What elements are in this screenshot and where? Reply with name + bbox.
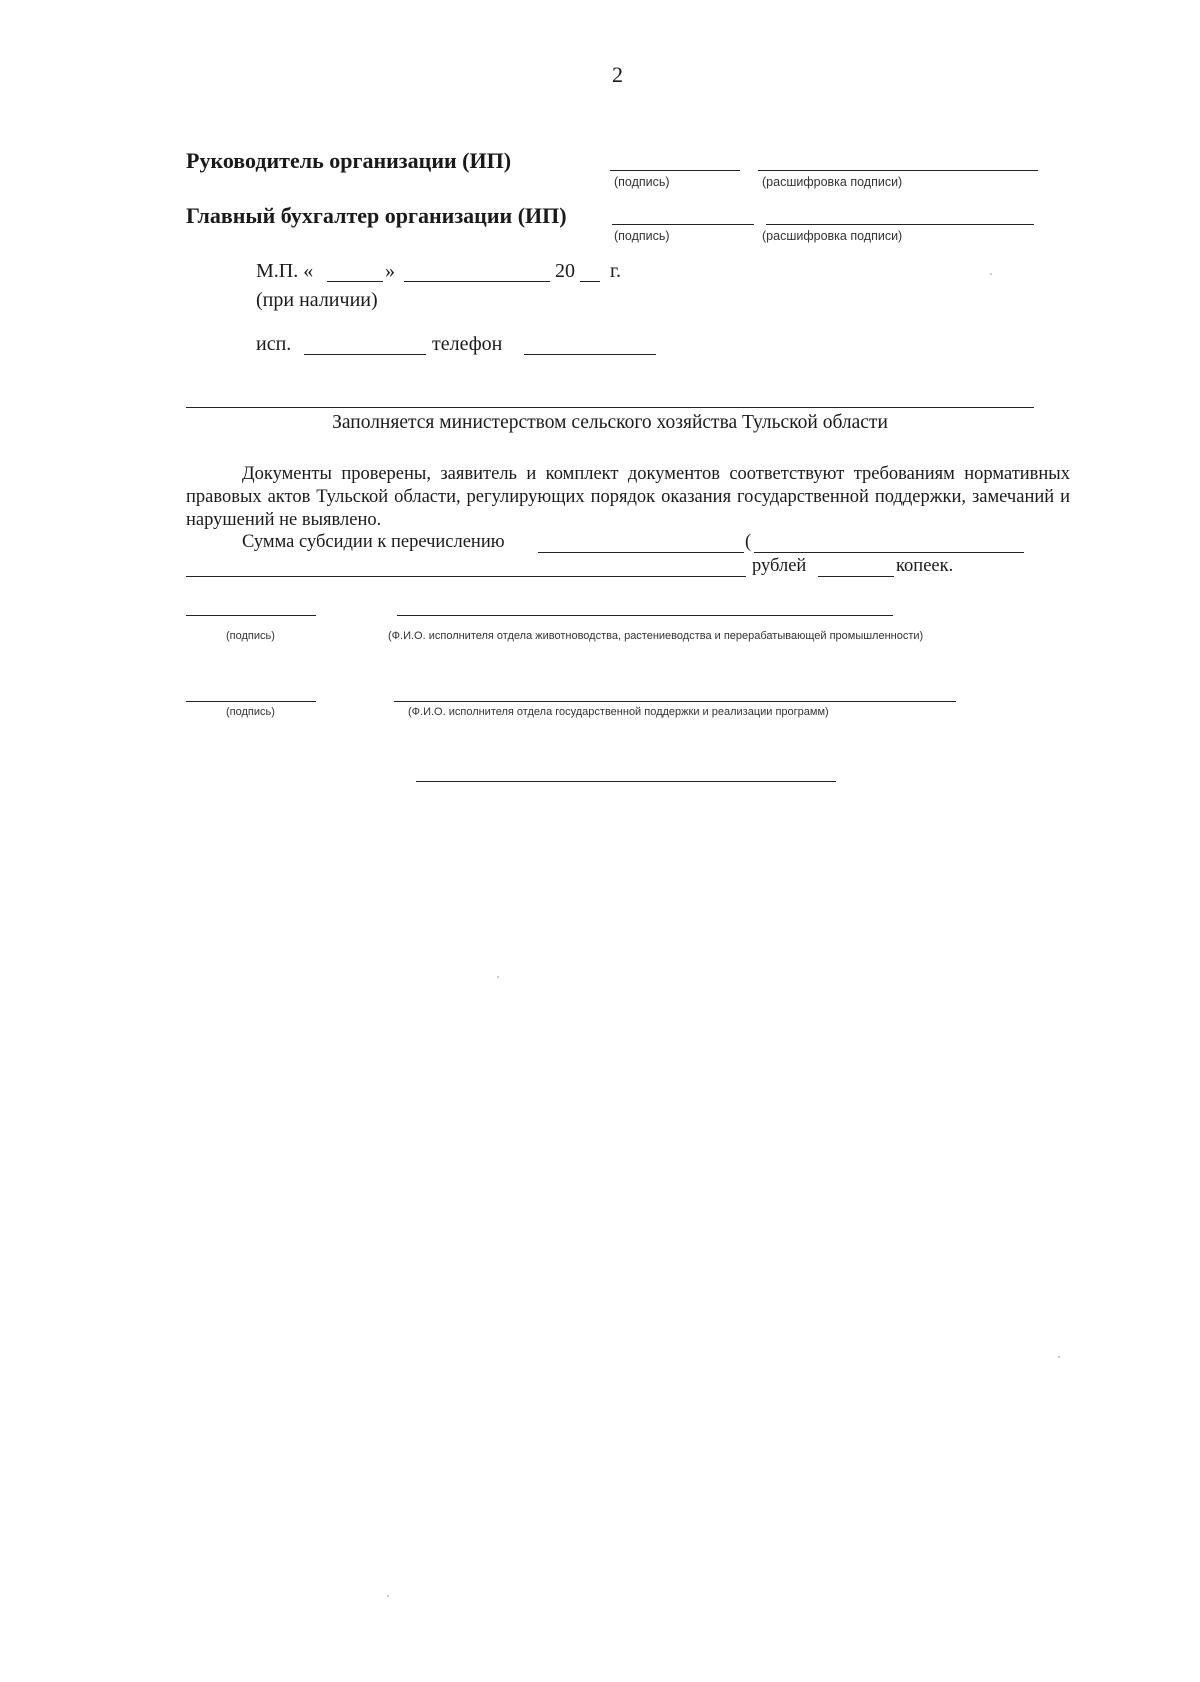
official2-name-field[interactable]	[394, 701, 956, 702]
date-year-field[interactable]	[580, 281, 600, 282]
accountant-decode-caption: (расшифровка подписи)	[762, 229, 903, 243]
head-label: Руководитель организации (ИП)	[186, 148, 512, 173]
rubles-label: рублей	[752, 556, 807, 576]
accountant-label: Главный бухгалтер организации (ИП)	[186, 203, 567, 228]
executor-label: исп.	[256, 333, 292, 355]
ministry-heading: Заполняется министерством сельского хозяйства Тульской области	[332, 412, 888, 433]
date-month-field[interactable]	[404, 281, 550, 282]
head-decode-caption: (расшифровка подписи)	[762, 175, 903, 189]
date-day-field[interactable]	[327, 281, 383, 282]
official2-signature-field[interactable]	[186, 701, 316, 702]
accountant-signature-caption: (подпись)	[614, 229, 670, 243]
official1-name-caption: (Ф.И.О. исполнителя отдела животноводства, растениеводства и перерабатывающей промышленности)	[388, 630, 924, 642]
verification-paragraph: Документы проверены, заявитель и комплект документов соответствуют требованиям нормативных правовых актов Тульской области, регулирующих порядок оказания государственной поддержки, замечаний и нарушений не выявлено.	[186, 464, 1070, 530]
kopecks-label: копеек.	[896, 556, 954, 576]
stamp-note: (при наличии)	[256, 289, 378, 311]
official2-signature-caption: (подпись)	[226, 706, 275, 718]
executor-field[interactable]	[304, 354, 426, 355]
head-decode-field[interactable]	[758, 170, 1038, 171]
year-suffix: г.	[610, 260, 621, 282]
subsidy-open-paren: (	[745, 532, 752, 552]
subsidy-words-field[interactable]	[754, 552, 1024, 553]
scan-speck	[387, 1595, 389, 1597]
head-signature-caption: (подпись)	[614, 175, 670, 189]
subsidy-label: Сумма субсидии к перечислению	[242, 532, 505, 552]
mp-prefix: М.П. «	[256, 260, 314, 282]
subsidy-words-field-continued[interactable]	[186, 576, 746, 577]
accountant-decode-field[interactable]	[766, 224, 1034, 225]
official2-name-caption: (Ф.И.О. исполнителя отдела государственной поддержки и реализации программ)	[408, 706, 829, 718]
subsidy-amount-field[interactable]	[538, 552, 744, 553]
scan-speck	[497, 976, 499, 978]
year-prefix: 20	[555, 260, 575, 282]
scan-speck	[990, 273, 992, 275]
phone-label: телефон	[432, 333, 503, 355]
official1-name-field[interactable]	[397, 615, 893, 616]
kopecks-field[interactable]	[818, 576, 894, 577]
date-quote-close: »	[385, 260, 395, 282]
scan-speck	[1058, 1356, 1060, 1358]
phone-field[interactable]	[524, 354, 656, 355]
section-separator	[186, 407, 1034, 408]
page-number: 2	[612, 62, 623, 87]
official1-signature-caption: (подпись)	[226, 630, 275, 642]
closing-line	[416, 781, 836, 782]
head-signature-field[interactable]	[610, 170, 740, 171]
accountant-signature-field[interactable]	[612, 224, 754, 225]
official1-signature-field[interactable]	[186, 615, 316, 616]
